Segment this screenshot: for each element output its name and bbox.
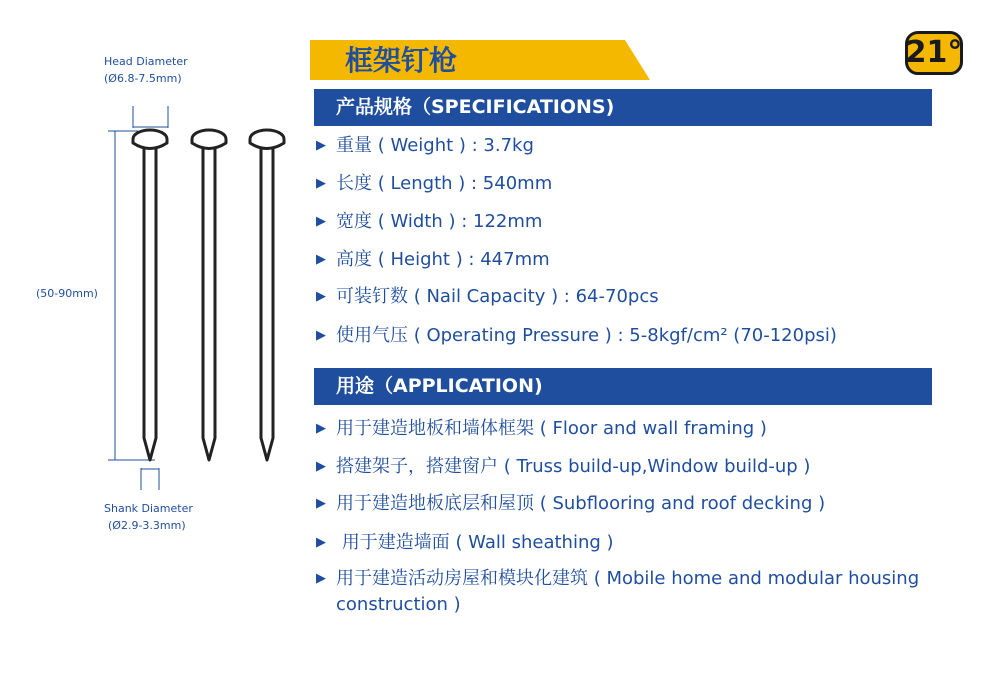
head-diameter-label: Head Diameter bbox=[104, 55, 188, 68]
spec-item-operating-pressure: ▶ 使用气压 ( Operating Pressure ) : 5-8kgf/cm² (70-120psi) bbox=[316, 323, 956, 349]
spec-item-length: ▶ 长度 ( Length ) : 540mm bbox=[316, 171, 956, 197]
triangle-bullet-icon: ▶ bbox=[316, 252, 326, 267]
triangle-bullet-icon: ▶ bbox=[316, 571, 326, 586]
application-item-subflooring: ▶ 用于建造地板底层和屋顶 ( Subflooring and roof decking ) bbox=[316, 491, 956, 517]
nail-3 bbox=[250, 130, 284, 460]
shank-diameter-label: Shank Diameter bbox=[104, 502, 193, 515]
spec-item-nail-capacity: ▶ 可装钉数 ( Nail Capacity ) : 64-70pcs bbox=[316, 284, 956, 310]
application-item-framing: ▶ 用于建造地板和墙体框架 ( Floor and wall framing ) bbox=[316, 416, 956, 442]
spec-item-width: ▶ 宽度 ( Width ) : 122mm bbox=[316, 209, 956, 235]
nail-2 bbox=[192, 130, 226, 460]
triangle-bullet-icon: ▶ bbox=[316, 328, 326, 343]
application-heading: 用途（APPLICATION) bbox=[314, 368, 932, 405]
triangle-bullet-icon: ▶ bbox=[316, 214, 326, 229]
triangle-bullet-icon: ▶ bbox=[316, 176, 326, 191]
length-value: (50-90mm) bbox=[36, 287, 98, 300]
triangle-bullet-icon: ▶ bbox=[316, 289, 326, 304]
dimension-lines bbox=[108, 106, 168, 490]
nail-1 bbox=[133, 130, 167, 460]
angle-value: 21° bbox=[905, 35, 963, 70]
triangle-bullet-icon: ▶ bbox=[316, 138, 326, 153]
triangle-bullet-icon: ▶ bbox=[316, 459, 326, 474]
specifications-heading: 产品规格（SPECIFICATIONS) bbox=[314, 89, 932, 126]
angle-badge bbox=[905, 31, 963, 75]
application-item-wall-sheathing: ▶ 用于建造墙面 ( Wall sheathing ) bbox=[316, 530, 956, 556]
nails bbox=[133, 130, 284, 460]
triangle-bullet-icon: ▶ bbox=[316, 421, 326, 436]
triangle-bullet-icon: ▶ bbox=[316, 496, 326, 511]
shank-diameter-value: (Ø2.9-3.3mm) bbox=[108, 519, 186, 532]
triangle-bullet-icon: ▶ bbox=[316, 535, 326, 550]
head-diameter-value: (Ø6.8-7.5mm) bbox=[104, 72, 182, 85]
spec-item-weight: ▶ 重量 ( Weight ) : 3.7kg bbox=[316, 133, 956, 159]
application-item-truss: ▶ 搭建架子，搭建窗户 ( Truss build-up,Window build-up ) bbox=[316, 454, 956, 480]
spec-item-height: ▶ 高度 ( Height ) : 447mm bbox=[316, 247, 956, 273]
application-item-mobile-home: ▶ 用于建造活动房屋和模块化建筑 ( Mobile home and modular housing construction ) bbox=[316, 568, 920, 615]
nail-diagram bbox=[0, 0, 300, 700]
page-title: 框架钉枪 bbox=[345, 44, 458, 77]
